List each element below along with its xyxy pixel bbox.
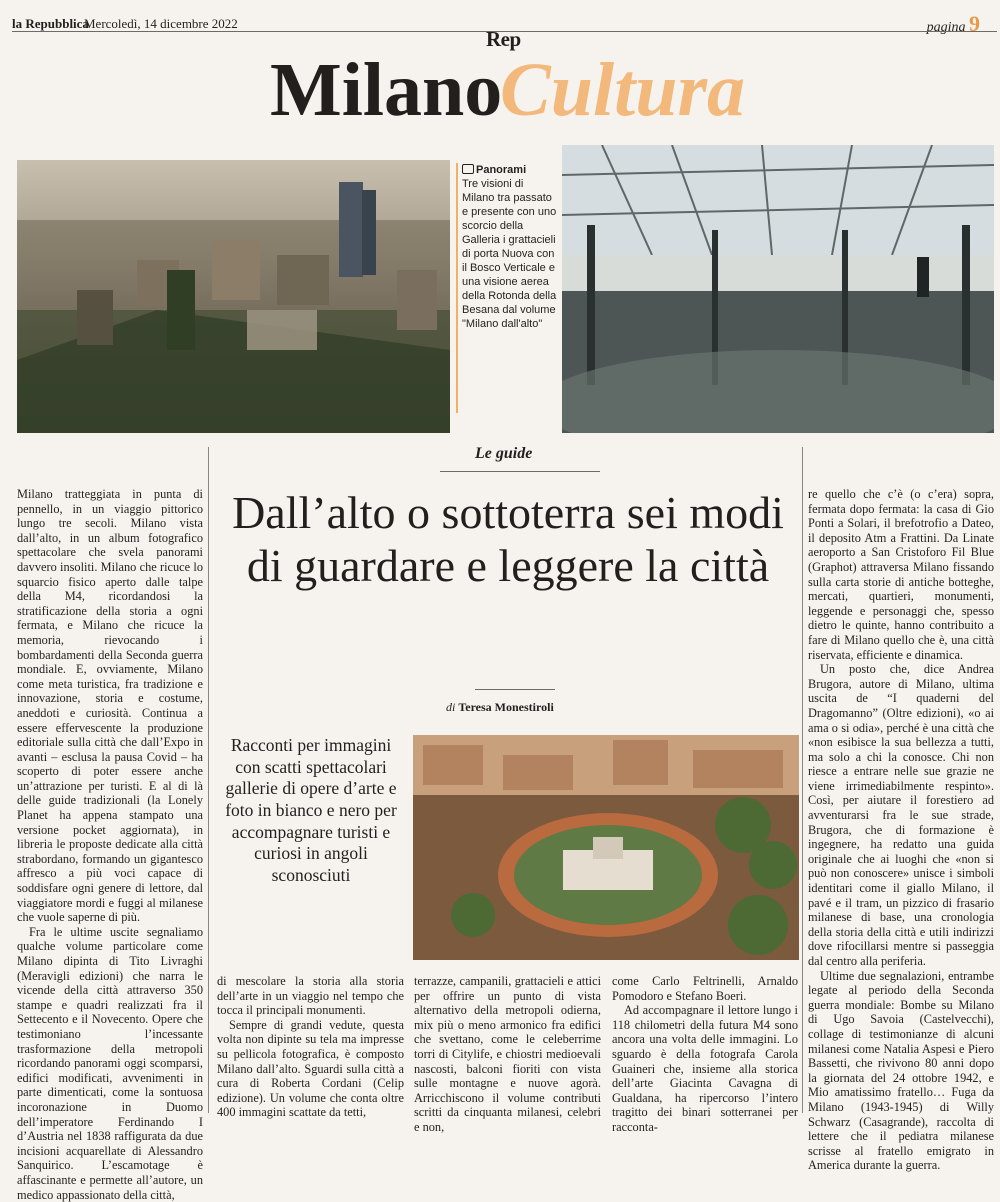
article-headline: Dall’alto o sottoterra sei modi di guardare e leggere la città [232, 487, 784, 592]
byline-rule [475, 689, 555, 690]
col5-paragraph-3: Ultime due segnalazioni, entrambe legate al periodo della Seconda guerra mondiale: Bombe su Milano di Ugo Savoia (Castelvecchi), collage di testimonianze di alcuni milanesi come Natalia Aspesi e Piero Bassetti, che rivivono 80 anni dopo la giornata del 24 ottobre 1942, e Mio amatissimo fratello… Fuga da Milano (1943-1945) di Willy Schwarz (Casagrande), raccolta di lettere che il pediatra milanese scrisse al fratello emigrato in America durante la guerra. [808, 968, 994, 1173]
article-column-4 [612, 974, 798, 1135]
caption-accent-bar [456, 163, 458, 413]
kicker-rule [440, 471, 600, 472]
photo-skyline [17, 160, 450, 433]
article-column-2 [217, 974, 404, 1120]
column-rule-right [802, 447, 803, 1113]
camera-icon [462, 164, 474, 174]
col2-paragraph-1: di mescolare la storia alla storia dell’arte in un viaggio nel tempo che tocca il principali monumenti. [217, 974, 404, 1018]
caption-label: Panorami [476, 164, 527, 176]
col1-paragraph-1: Milano tratteggiata in punta di pennello, in un viaggio pittorico lungo tre secoli. Milano vista dall’alto, in un album fotografico spettacolare che svela panorami davvero insoliti. Milano che ricuce lo squarcio fisico aperto dalle talpe della M4, ricordandosi la stratificazione della storia a ogni fermata, e Milano che ricuce la memoria, rievocando i bombardamenti della Seconda guerra mondiale. E, ovviamente, Milano come meta turistica, fra tradizione e innovazione, storia e costume, aneddoti e curiosità. Continua a essere effervescente la produzione editoriale sulla città che dall’Expo in avanti – esclusa la pausa Covid – ha scoperto di poter essere anche un’attrazione per turisti. E al di là delle guide tradizionali (la Lonely Planet ha appena stampato una versione pocket aggiornata), in libreria le proposte dedicate alla città strabordano, formando un gigantesco affresco a più voci capace di soddisfare ogni genere di lettore, dal viaggiatore mordi e fuggi al milanese che vuole saperne di più. [17, 487, 203, 925]
photo-rotonda [413, 735, 799, 960]
galleria-photo-art [562, 145, 994, 433]
byline-author: Teresa Monestiroli [458, 700, 554, 714]
section-tag: Rep [486, 27, 521, 51]
col4-paragraph-1: come Carlo Feltrinelli, Arnaldo Pomodoro e Stefano Boeri. [612, 974, 798, 1003]
col4-paragraph-2: Ad accompagnare il lettore lungo i 118 chilometri della futura M4 sono ancora una volta delle immagini. Lo sguardo è della fotografa Carola Guaineri che, insieme alla storica dell’arte Giacinta Cavagna di Gualdana, ha ripercorso l’intero tragitto dei binari sotterranei per racconta- [612, 1003, 798, 1134]
page-number [927, 11, 980, 37]
article-column-3 [414, 974, 601, 1135]
article-byline [446, 700, 554, 715]
col1-paragraph-2: Fra le ultime uscite segnaliamo qualche volume particolare come Milano dipinta di Tito Livraghi (Meravigli edizioni) che narra le vicende della città attraverso 350 stampe e quadri realizzati fra il Settecento e il Novecento. Opere che testimoniano l’incessante trasformazione della metropoli ricordando panorami oggi scomparsi, edifici modificati, avvenimenti in parte dimenticati, come la sontuosa incoronazione in Duomo dell’imperatore Ferdinando I d’Austria nel 1838 raffigurata da due incisioni acquarellate di Alessandro Sanquirico. L’escamotage è affascinante e permette all’autore, un medico appassionato della città, [17, 924, 203, 1202]
col3-paragraph-1: terrazze, campanili, grattacieli e attici per offrire un punto di vista alternativo della metropoli odierna, mix più o meno armonico fra edifici che svettano, come le celeberrime torri di Citylife, e chiostri medioevali nascosti, balconi fioriti con vista sulle montagne e nuove agorà. Arricchiscono il volume contributi scritti da cinquanta milanesi, celebri e non, [414, 974, 601, 1134]
photo-caption [462, 163, 558, 331]
article-kicker: Le guide [475, 445, 533, 462]
col2-paragraph-2: Sempre di grandi vedute, questa volta non dipinte su tela ma impresse su pellicola fotografica, è composto Milano dall’alto. Sguardi sulla città a cura di Roberta Cordani (Celip edizione). Un volume che conta oltre 400 immagini scattate da tetti, [217, 1017, 404, 1120]
issue-date: Mercoledì, 14 dicembre 2022 [84, 16, 238, 31]
byline-prefix: di [446, 700, 456, 714]
rotonda-photo-art [413, 735, 799, 960]
page-label: pagina [926, 20, 966, 35]
newspaper-name: la Repubblica [12, 16, 89, 31]
section-title-cultura: Cultura [500, 48, 746, 132]
photo-galleria [562, 145, 994, 433]
col5-paragraph-2: Un posto che, dice Andrea Brugora, autore di Milano, ultima uscita de “I quaderni del Dragomanno” (Oltre edizioni), «o ai ama o si odia», perché è una città che «non esibisce la sua bellezza a tutti, ma solo a chi la conosce. Chi non riesce a entrare nelle sue grazie ne viene irrimediabilmente respinto». Così, per aiutare il forestiero ad avventurarsi fra le sue strade, Brugora, che di formazione è ingegnere, ha redatto una guida originale che ai luoghi che «non si può non conoscere» unisce i simboli identitari come il giallo Milano, il pavé e il tram, un pizzico di frasario milanese di base, una cronologia della storia della città e utili indirizzi dove rifocillarsi mentre si passeggia dal centro alla periferia. [808, 662, 994, 968]
caption-text: Tre visioni di Milano tra passato e presente con uno scorcio della Galleria i grattacieli di porta Nuova con il Bosco Verticale e una visione aerea della Rotonda della Besana dal volume "Milano dall'alto" [462, 178, 557, 330]
col5-paragraph-1: re quello che c’è (o c’era) sopra, fermata dopo fermata: la casa di Gio Ponti a Solari, il brefotrofio a Dateo, il deposito Atm a Frattini. Da Linate aeroporto a San Cristoforo Fil Blue (Graphot) attraversa Milano fissando sulla carta storie di antiche botteghe, mercati, quartieri, monumenti, leggende e personaggi che, spesso dietro le quinte, hanno contribuito a fare di Milano quello che è, una città riservata, efficiente e dinamica. [808, 487, 994, 662]
article-column-1 [17, 487, 203, 1202]
column-rule-left [208, 447, 209, 1113]
section-title-milano: Milano [270, 48, 503, 132]
page-number-value: 9 [969, 11, 980, 36]
article-column-5 [808, 487, 994, 1173]
article-deck: Racconti per immagini con scatti spettacolari gallerie di opere d’arte e foto in bianco e nero per accompagnare turisti e curiosi in angoli sconosciuti [225, 735, 397, 886]
skyline-photo-art [17, 160, 450, 433]
